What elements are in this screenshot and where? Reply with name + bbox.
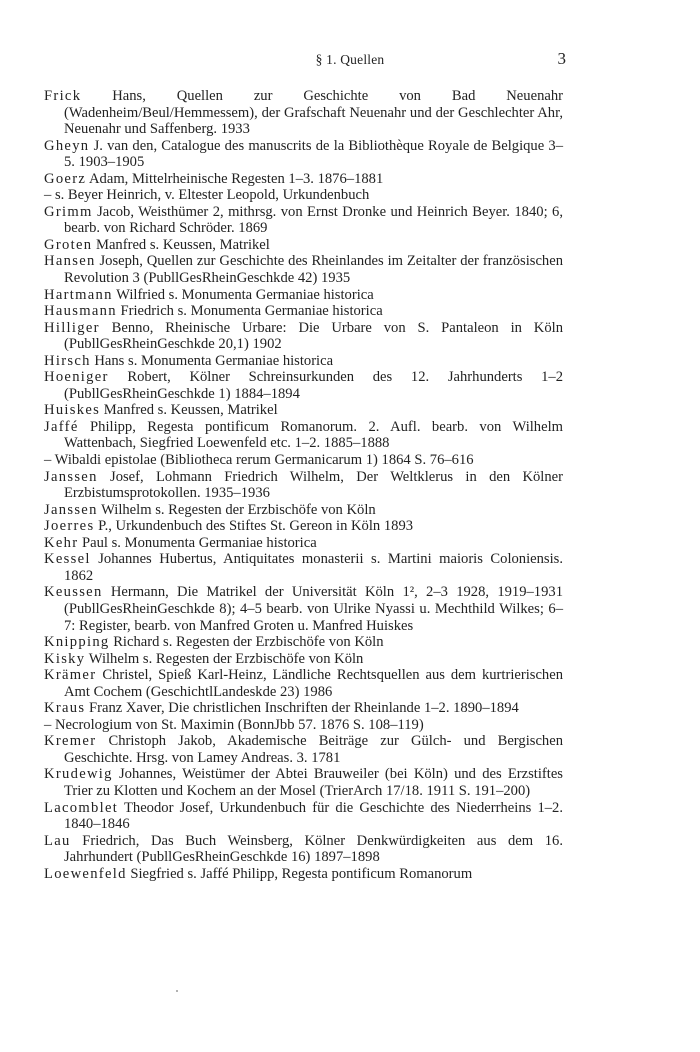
entry-author: Janssen [44, 468, 98, 485]
entry-text: Paul s. Monumenta Germaniae historica [78, 534, 317, 551]
entry-text: Jacob, Weisthümer 2, mithrsg. von Ernst Dronke und Heinrich Beyer. 1840; 6, bearb. von Richard Schröder. 1869 [64, 203, 563, 237]
entry-text: Wilhelm s. Regesten der Erzbischöfe von Köln [85, 650, 364, 667]
bibliography-entry [44, 717, 563, 734]
entry-text: Hans s. Monumenta Germaniae historica [90, 352, 334, 369]
bibliography-entry [44, 833, 563, 866]
bibliography-entry [44, 518, 563, 535]
bibliography-entry [44, 287, 563, 304]
bibliography-entry [44, 237, 563, 254]
bibliography-entry [44, 551, 563, 584]
entry-text: Franz Xaver, Die christlichen Inschriften der Rheinlande 1–2. 1890–1894 [85, 700, 519, 717]
entry-author: Jaffé [44, 418, 79, 435]
entry-text: Wilfried s. Monumenta Germaniae historica [112, 286, 374, 303]
bibliography-entry [44, 138, 563, 171]
bibliography-entry [44, 204, 563, 237]
entry-author: Krämer [44, 667, 97, 684]
entry-author: Krudewig [44, 766, 113, 783]
bibliography-entry [44, 866, 563, 883]
entry-author: Huiskes [44, 402, 101, 419]
bibliography-entry [44, 584, 563, 634]
bibliography-entry [44, 733, 563, 766]
bibliography-entry [44, 402, 563, 419]
entry-author: Frick [44, 88, 82, 104]
entry-text: Manfred s. Keussen, Matrikel [100, 402, 278, 419]
entry-author: Groten [44, 236, 93, 253]
entry-text: Joseph, Quellen zur Geschichte des Rheinlandes im Zeitalter der französischen Revolution 3 (PubllGesRheinGeschkde 42) 1935 [64, 253, 563, 287]
entry-author: Hilliger [44, 319, 100, 336]
entry-author: Hoeniger [44, 369, 109, 386]
entry-text: Philipp, Regesta pontificum Romanorum. 2. Aufl. bearb. von Wilhelm Wattenbach, Siegfried Loewenfeld etc. 1–2. 1885–1888 [64, 418, 563, 452]
bibliography-entry [44, 800, 563, 833]
entry-text: Christel, Spieß Karl-Heinz, Ländliche Rechtsquellen aus dem kurtrierischen Amt Cochem (GeschichtlLandeskde 23) 1986 [64, 667, 563, 700]
entry-author: Hartmann [44, 286, 113, 303]
entry-text: Hermann, Die Matrikel der Universität Köln 1², 2–3 1928, 1919–1931 (PubllGesRheinGeschkde 8); 4–5 bearb. von Ulrike Nyassi u. Mechthild Wilkes; 6–7: Register, bearb. von Manfred Groten u. Manfred Huiskes [64, 584, 563, 634]
bibliography-entry [44, 88, 563, 138]
entry-text: – Necrologium von St. Maximin (BonnJbb 57. 1876 S. 108–119) [44, 716, 424, 733]
bibliography-entry [44, 651, 563, 668]
bibliography-entry [44, 320, 563, 353]
entry-author: Lau [44, 832, 71, 849]
entry-text: Friedrich, Das Buch Weinsberg, Kölner Denkwürdigkeiten aus dem 16. Jahrhundert (PubllGesRheinGeschkde 16) 1897–1898 [64, 832, 563, 866]
bibliography-entry [44, 187, 563, 204]
entry-text: Richard s. Regesten der Erzbischöfe von Köln [109, 634, 384, 651]
entry-author: Janssen [44, 501, 98, 518]
entry-text: J. van den, Catalogue des manuscrits de la Bibliothèque Royale de Belgique 3–5. 1903–1905 [64, 137, 563, 171]
entry-author: Kessel [44, 551, 91, 568]
bibliography-entry [44, 452, 563, 469]
entry-author: Keussen [44, 584, 103, 601]
bibliography-entry [44, 369, 563, 402]
bibliography-entry [44, 667, 563, 700]
entry-author: Loewenfeld [44, 865, 127, 882]
entry-author: Lacomblet [44, 799, 119, 816]
bibliography-entry [44, 419, 563, 452]
entry-author: Grimm [44, 203, 93, 220]
bibliography-entry [44, 766, 563, 799]
bibliography-entry [44, 700, 563, 717]
bibliography-entry [44, 353, 563, 370]
entry-text: Friedrich s. Monumenta Germaniae historica [116, 303, 383, 320]
bibliography-entry [44, 303, 563, 320]
page-number: 3 [557, 49, 566, 68]
entry-text: P., Urkundenbuch des Stiftes St. Gereon in Köln 1893 [94, 518, 414, 535]
entry-text: Johannes Hubertus, Antiquitates monasterii s. Martini maioris Coloniensis. 1862 [64, 551, 563, 584]
entry-text: Benno, Rheinische Urbare: Die Urbare von S. Pantaleon in Köln (PubllGesRheinGeschkde 20,1) 1902 [64, 319, 563, 353]
bibliography-entry [44, 502, 563, 519]
bibliography-list [44, 88, 563, 882]
entry-text: – s. Beyer Heinrich, v. Eltester Leopold, Urkundenbuch [44, 187, 370, 204]
entry-text: Hans, Quellen zur Geschichte von Bad Neuenahr (Wadenheim/Beul/Hemmessem), der Grafschaft Neuenahr und der Geschlechter Ahr, Neuenahr und Saffenberg. 1933 [64, 88, 563, 138]
entry-text: Josef, Lohmann Friedrich Wilhelm, Der Weltklerus in den Kölner Erzbistumsprotokollen. 1935–1936 [64, 468, 563, 502]
entry-author: Kehr [44, 534, 79, 551]
entry-author: Knipping [44, 634, 110, 651]
entry-text: Adam, Mittelrheinische Regesten 1–3. 1876–1881 [86, 170, 384, 187]
entry-author: Kremer [44, 733, 97, 750]
entry-author: Hansen [44, 253, 96, 270]
bibliography-entry [44, 634, 563, 651]
bibliography-entry [44, 535, 563, 552]
scan-speck [176, 990, 178, 992]
entry-author: Kraus [44, 700, 86, 717]
entry-author: Hirsch [44, 352, 91, 369]
entry-text: Theodor Josef, Urkundenbuch für die Geschichte des Niederrheins 1–2. 1840–1846 [64, 799, 563, 833]
entry-text: Wilhelm s. Regesten der Erzbischöfe von Köln [97, 501, 376, 518]
section-title: § 1. Quellen [315, 52, 385, 67]
running-header [0, 49, 700, 70]
entry-author: Gheyn [44, 137, 90, 154]
bibliography-entry [44, 469, 563, 502]
entry-text: Siegfried s. Jaffé Philipp, Regesta pontificum Romanorum [126, 865, 473, 882]
entry-author: Hausmann [44, 303, 117, 320]
entry-text: Christoph Jakob, Akademische Beiträge zur Gülch- und Bergischen Geschichte. Hrsg. von Lamey Andreas. 3. 1781 [64, 733, 563, 766]
entry-text: – Wibaldi epistolae (Bibliotheca rerum Germanicarum 1) 1864 S. 76–616 [44, 452, 474, 469]
entry-text: Robert, Kölner Schreinsurkunden des 12. Jahrhunderts 1–2 (PubllGesRheinGeschkde 1) 1884–1894 [64, 369, 563, 402]
bibliography-entry [44, 253, 563, 286]
entry-author: Goerz [44, 170, 87, 187]
entry-text: Manfred s. Keussen, Matrikel [92, 236, 270, 253]
entry-text: Johannes, Weistümer der Abtei Brauweiler (bei Köln) und des Erzstiftes Trier zu Klotten und Kochem an der Mosel (TrierArch 17/18. 1911 S. 191–200) [64, 766, 563, 799]
bibliography-entry [44, 171, 563, 188]
entry-author: Joerres [44, 518, 95, 535]
entry-author: Kisky [44, 650, 86, 667]
